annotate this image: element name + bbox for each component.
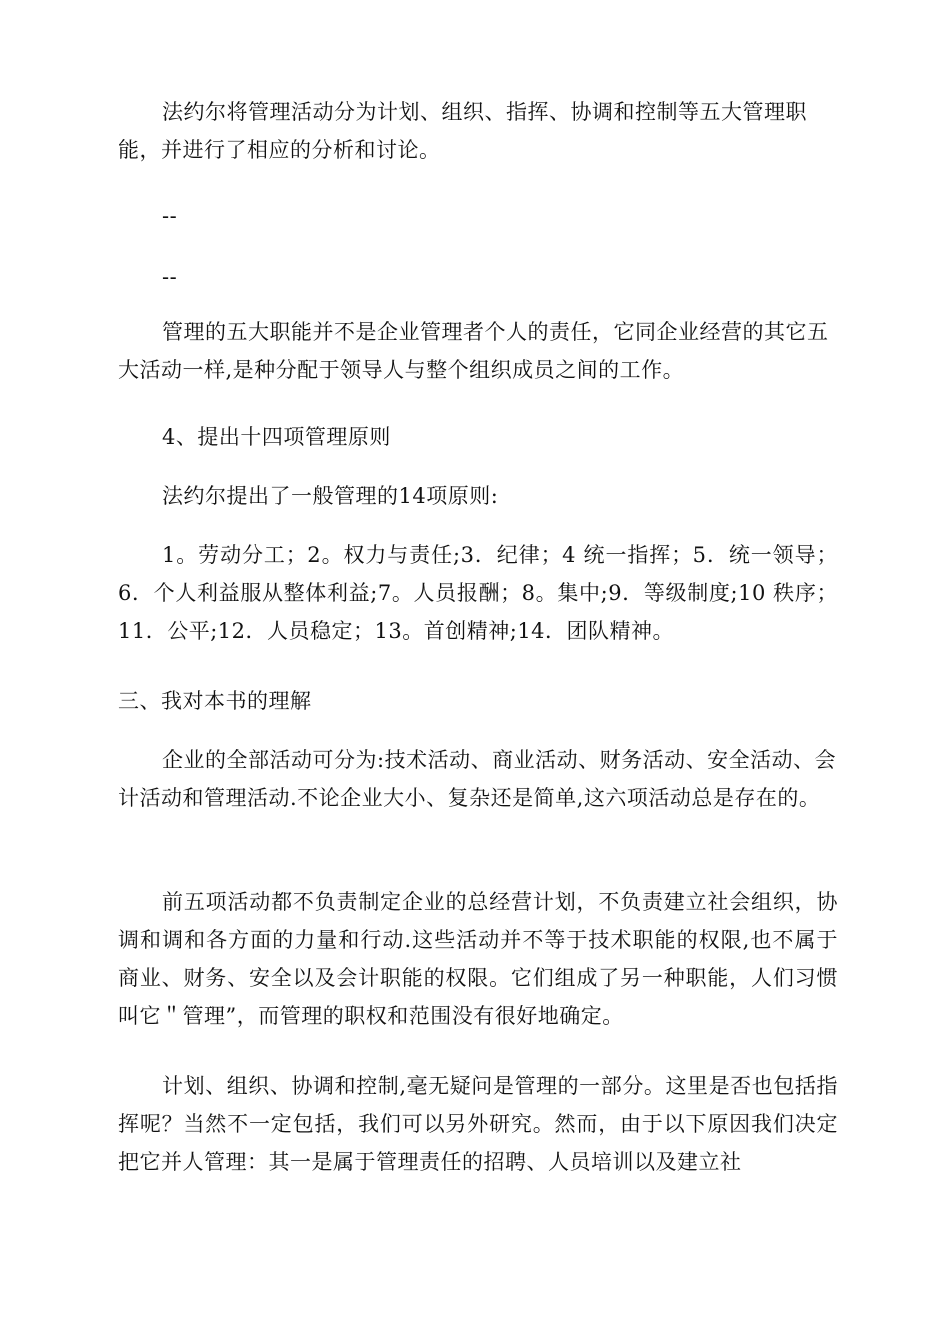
paragraph-planning-organizing: 计划、组织、协调和控制,毫无疑问是管理的一部分。这里是否也包括指挥呢？当然不一定包括，我们可以另外研究。然而，由于以下原因我们决定把它并人管理：其一是属于管理责任的招聘、人员培训以及建立社 bbox=[118, 1074, 838, 1174]
heading-fourteen-principles: 4、提出十四项管理原则 bbox=[162, 425, 391, 449]
paragraph-first-five-activities: 前五项活动都不负责制定企业的总经营计划，不负责建立社会组织，协调和调和各方面的力量和行动.这些活动并不等于技术职能的权限,也不属于商业、财务、安全以及会计职能的权限。它们组成了另一种职能，人们习惯叫它＂管理”，而管理的职权和范围没有很好地确定。 bbox=[118, 890, 838, 1028]
paragraph-principles-list: 1。劳动分工；2。权力与责任;3．纪律；4 统一指挥；5．统一领导；6．个人利益服从整体利益;7。人员报酬；8。集中;9．等级制度;10 秩序；11．公平;12．人员稳定；13。首创精神;14．团队精神。 bbox=[118, 543, 838, 643]
paragraph-six-activities: 企业的全部活动可分为:技术活动、商业活动、财务活动、安全活动、会计活动和管理活动.不论企业大小、复杂还是简单,这六项活动总是存在的。 bbox=[118, 748, 837, 810]
separator-dash-1: -- bbox=[162, 204, 178, 228]
paragraph-management-functions: 法约尔将管理活动分为计划、组织、指挥、协调和控制等五大管理职能，并进行了相应的分析和讨论。 bbox=[118, 100, 807, 162]
paragraph-principles-intro: 法约尔提出了一般管理的14项原则: bbox=[162, 484, 499, 508]
heading-my-understanding: 三、我对本书的理解 bbox=[118, 689, 312, 713]
separator-dash-2: -- bbox=[162, 265, 178, 289]
paragraph-five-functions: 管理的五大职能并不是企业管理者个人的责任，它同企业经营的其它五大活动一样,是种分配于领导人与整个组织成员之间的工作。 bbox=[118, 320, 829, 382]
